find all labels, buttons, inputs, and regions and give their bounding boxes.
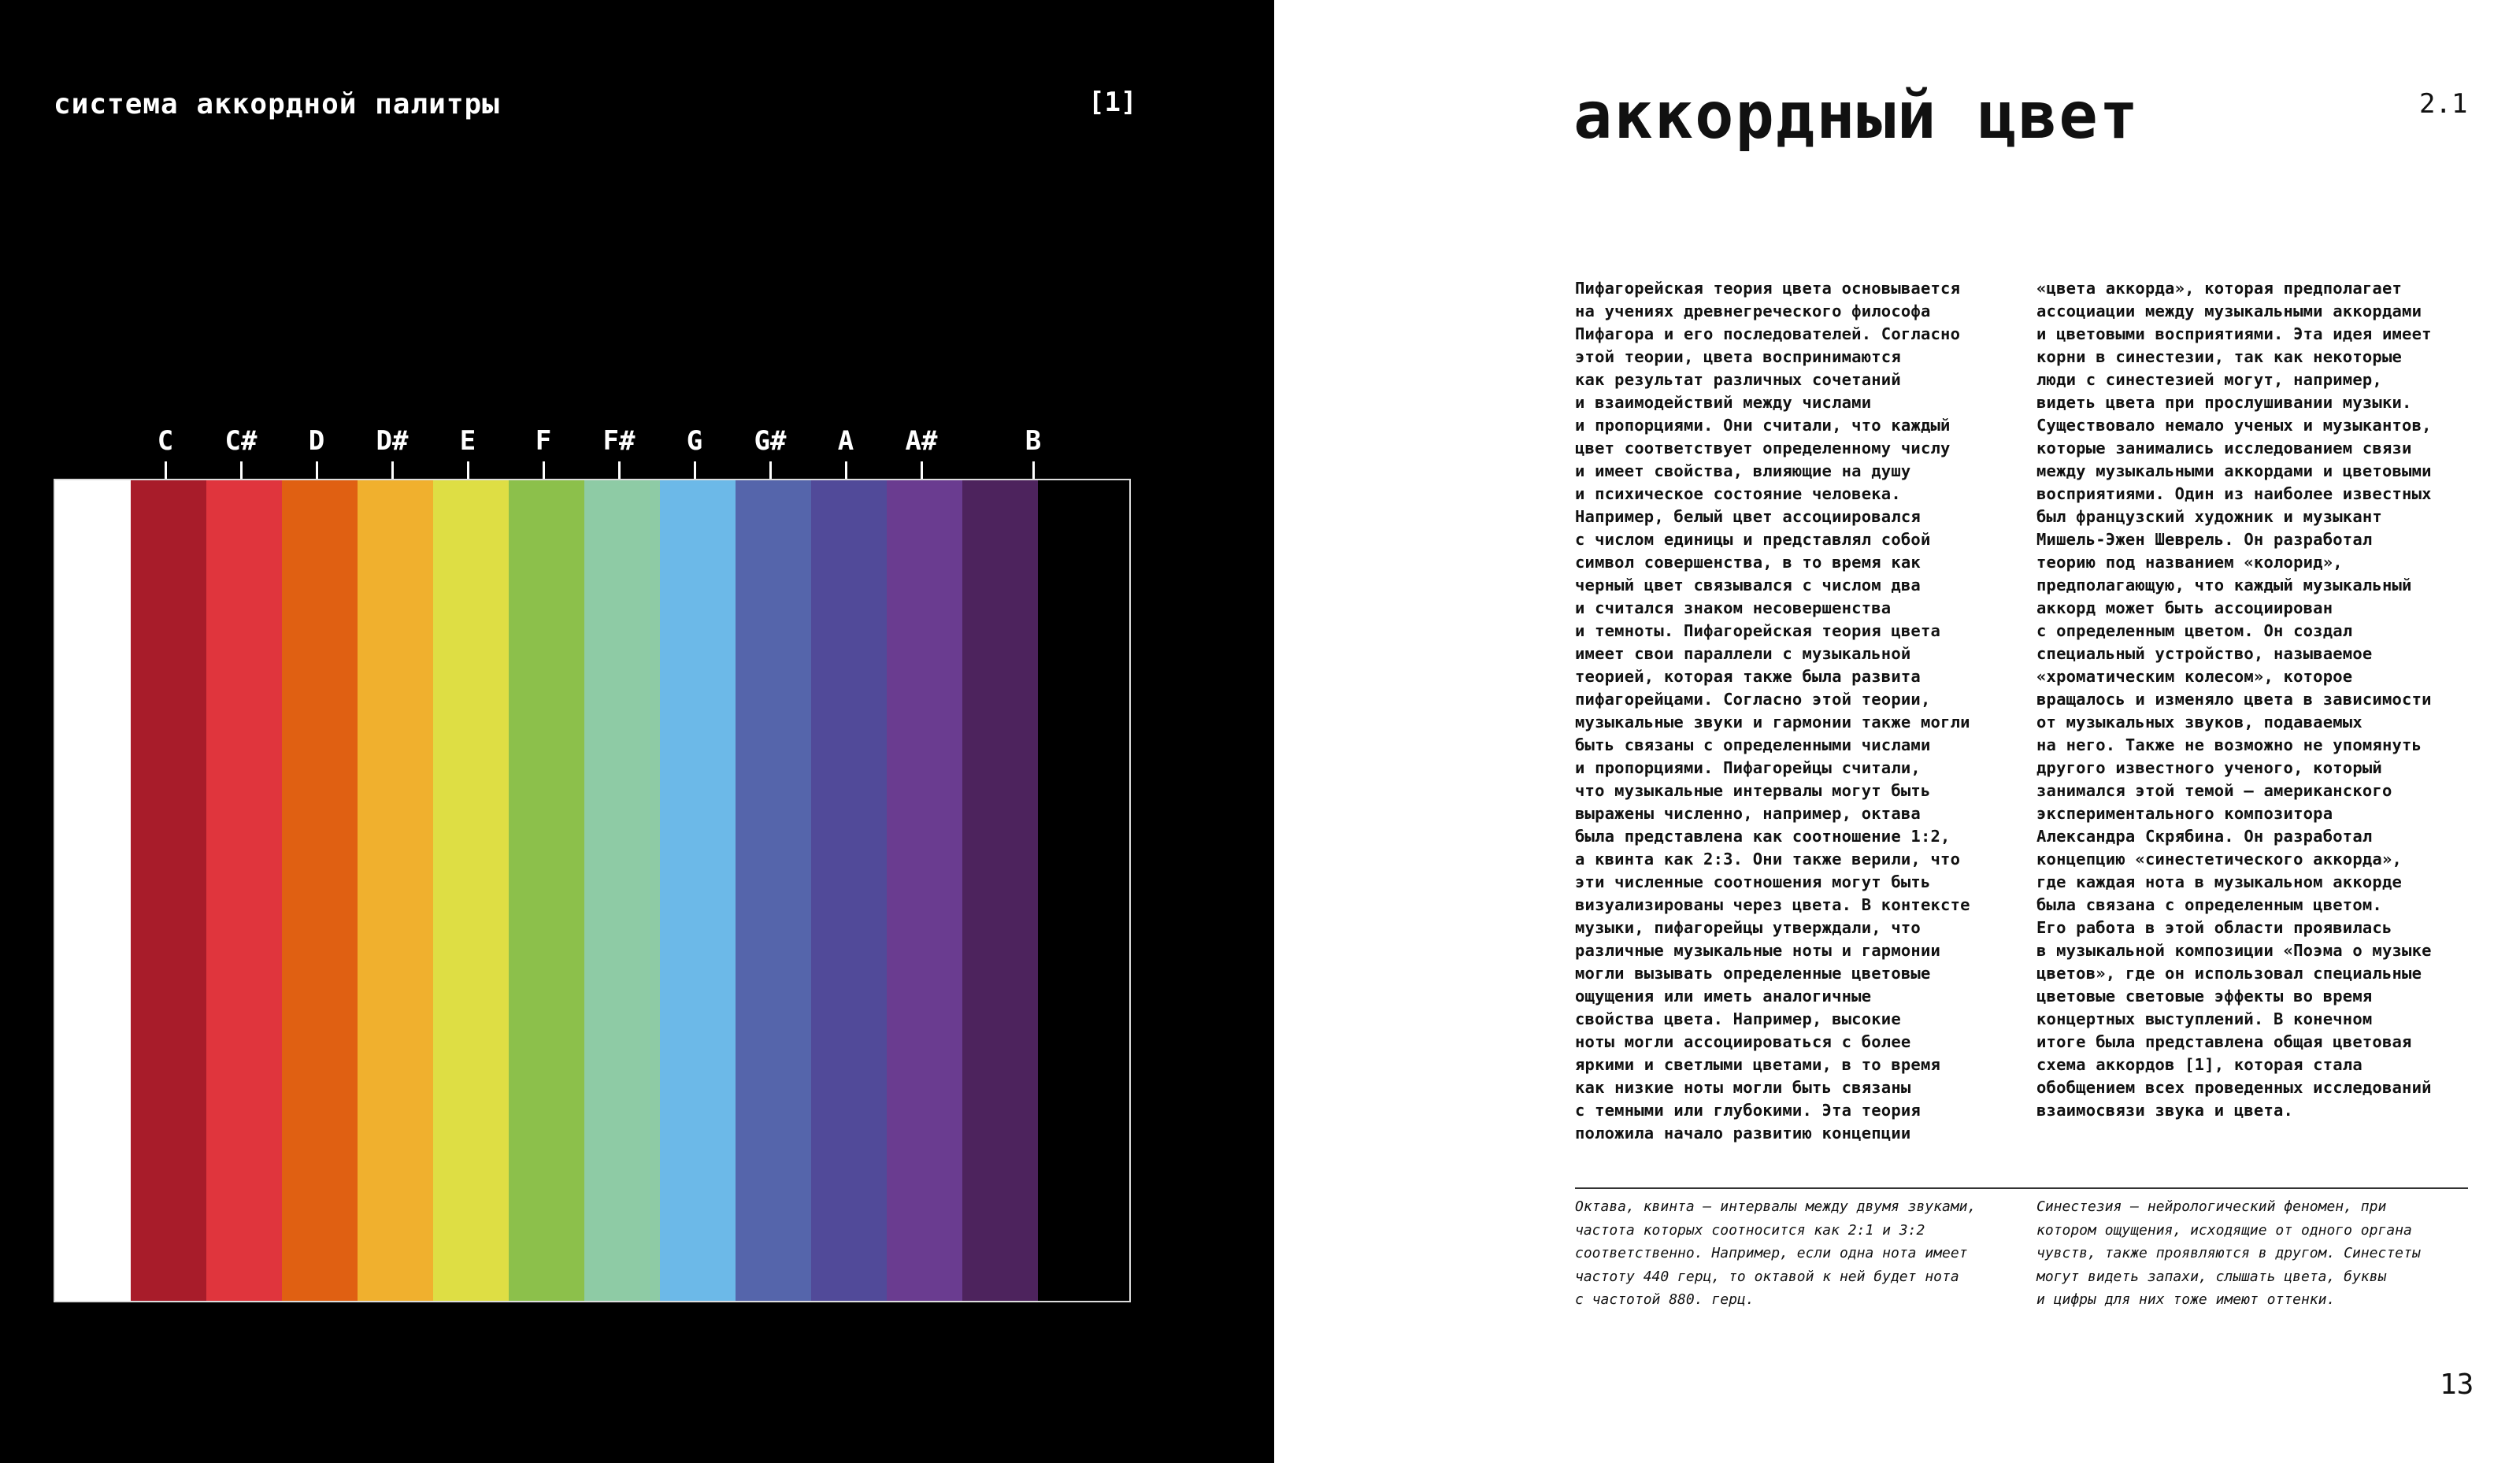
color-swatch: [887, 480, 962, 1301]
note-tick: [618, 461, 621, 480]
color-swatch: [509, 480, 584, 1301]
note-tick: [1032, 461, 1035, 480]
note-label: [278, 425, 355, 480]
note-label: [580, 425, 658, 480]
color-swatch: [584, 480, 660, 1301]
note-label: [505, 425, 582, 480]
text-line: на него. Также не возможно не упомянуть: [2036, 735, 2422, 754]
note-label: [732, 425, 809, 480]
text-line: аккорд может быть ассоциирован: [2036, 598, 2333, 617]
text-line: теорией, которая также была развита: [1575, 667, 1921, 686]
text-line: визуализированы через цвета. В контексте: [1575, 895, 1970, 914]
note-tick: [769, 461, 772, 480]
note-label: [202, 425, 280, 480]
text-line: и взаимодействий между числами: [1575, 393, 1872, 412]
note-label: [656, 425, 733, 480]
note-tick: [845, 461, 847, 480]
color-swatch: [433, 480, 509, 1301]
text-line: Пифагорейская теория цвета основывается: [1575, 279, 1961, 298]
note-name: G#: [754, 425, 787, 457]
text-line: «цвета аккорда», которая предполагает: [2036, 279, 2403, 298]
color-swatch: [811, 480, 887, 1301]
note-labels-row: [0, 425, 1274, 480]
right-page: [1274, 0, 2520, 1463]
note-label: [995, 425, 1072, 480]
footnote-divider: [1575, 1187, 2468, 1189]
text-line: с числом единицы и представлял собой: [1575, 530, 1931, 549]
left-page-title: система аккордной палитры: [54, 88, 500, 120]
color-swatch: [660, 480, 736, 1301]
text-line: Его работа в этой области проявилась: [2036, 918, 2392, 937]
note-tick: [391, 461, 394, 480]
text-line: и цветовыми восприятиями. Эта идея имеет: [2036, 324, 2432, 343]
note-name: F#: [602, 425, 636, 457]
text-line: выражены численно, например, октава: [1575, 804, 1921, 823]
text-line: между музыкальными аккордами и цветовыми: [2036, 461, 2432, 480]
text-line: соответственно. Например, если одна нота имеет: [1575, 1245, 1968, 1261]
text-line: яркими и светлыми цветами, в то время: [1575, 1055, 1941, 1074]
note-label: [354, 425, 431, 480]
text-line: черный цвет связывался с числом два: [1575, 576, 1921, 594]
section-number: 2.1: [2419, 88, 2468, 120]
note-tick: [467, 461, 469, 480]
footnote-octave: [1575, 1195, 2016, 1312]
page-title: аккордный цвет: [1573, 79, 2140, 154]
note-name: A#: [905, 425, 938, 457]
text-line: в музыкальной композиции «Поэма о музыке: [2036, 941, 2432, 960]
text-line: взаимосвязи звука и цвета.: [2036, 1101, 2294, 1120]
figure-reference: [1]: [1088, 87, 1137, 118]
color-swatch: [736, 480, 811, 1301]
color-swatch: [206, 480, 282, 1301]
note-label: [127, 425, 204, 480]
text-line: котором ощущения, исходящие от одного органа: [2036, 1221, 2412, 1239]
text-line: Мишель-Эжен Шеврель. Он разработал: [2036, 530, 2373, 549]
text-line: положила начало развитию концепции: [1575, 1124, 1911, 1143]
text-line: от музыкальных звуков, подаваемых: [2036, 713, 2362, 732]
text-line: концертных выступлений. В конечном: [2036, 1009, 2373, 1028]
text-line: концепцию «синестетического аккорда»,: [2036, 850, 2403, 869]
text-line: ноты могли ассоциироваться с более: [1575, 1032, 1911, 1051]
text-line: схема аккордов [1], которая стала: [2036, 1055, 2362, 1074]
text-line: имеет свои параллели с музыкальной: [1575, 644, 1911, 663]
text-line: занимался этой темой – американского: [2036, 781, 2392, 800]
color-swatch: [282, 480, 358, 1301]
note-name: G: [686, 425, 703, 457]
text-line: где каждая нота в музыкальном аккорде: [2036, 872, 2403, 891]
text-line: как результат различных сочетаний: [1575, 370, 1901, 389]
text-line: Синестезия – нейрологический феномен, при: [2036, 1198, 2387, 1215]
note-label: [807, 425, 884, 480]
text-line: символ совершенства, в то время как: [1575, 553, 1921, 572]
text-line: была связана с определенным цветом.: [2036, 895, 2382, 914]
note-tick: [694, 461, 696, 480]
text-line: частоту 440 герц, то октавой к ней будет нота: [1575, 1268, 1959, 1285]
color-swatch: [358, 480, 433, 1301]
text-line: а квинта как 2:3. Они также верили, что: [1575, 850, 1961, 869]
note-name: E: [459, 425, 476, 457]
text-line: ассоциации между музыкальными аккордами: [2036, 302, 2422, 320]
text-line: с определенным цветом. Он создал: [2036, 621, 2353, 640]
text-line: и цифры для них тоже имеют оттенки.: [2036, 1291, 2336, 1308]
note-tick: [165, 461, 167, 480]
text-line: цвет соответствует определенному числу: [1575, 439, 1951, 457]
note-tick: [921, 461, 923, 480]
color-swatch: [962, 480, 1038, 1301]
text-line: Александра Скрябина. Он разработал: [2036, 827, 2373, 846]
text-line: музыкальные звуки и гармонии также могли: [1575, 713, 1970, 732]
text-line: с темными или глубокими. Эта теория: [1575, 1101, 1921, 1120]
note-label: [429, 425, 506, 480]
text-line: частота которых соотносится как 2:1 и 3:2: [1575, 1221, 1925, 1239]
text-line: могли вызывать определенные цветовые: [1575, 964, 1931, 983]
note-name: D#: [376, 425, 409, 457]
text-line: свойства цвета. Например, высокие: [1575, 1009, 1901, 1028]
text-line: что музыкальные интервалы могут быть: [1575, 781, 1931, 800]
text-line: предполагающую, что каждый музыкальный: [2036, 576, 2412, 594]
footnote-synesthesia: [2036, 1195, 2477, 1312]
note-name: D: [308, 425, 325, 457]
body-text-column-2: [2036, 277, 2474, 1122]
note-name: C#: [224, 425, 258, 457]
text-line: быть связаны с определенными числами: [1575, 735, 1931, 754]
text-line: пифагорейцами. Согласно этой теории,: [1575, 690, 1931, 709]
text-line: корни в синестезии, так как некоторые: [2036, 347, 2403, 366]
text-line: Например, белый цвет ассоциировался: [1575, 507, 1921, 526]
note-name: C: [157, 425, 174, 457]
text-line: видеть цвета при прослушивании музыки.: [2036, 393, 2412, 412]
text-line: и психическое состояние человека.: [1575, 484, 1901, 503]
text-line: могут видеть запахи, слышать цвета, буквы: [2036, 1268, 2387, 1285]
text-line: Пифагора и его последователей. Согласно: [1575, 324, 1961, 343]
text-line: Существовало немало ученых и музыкантов,: [2036, 416, 2432, 435]
color-swatch: [55, 480, 131, 1301]
text-line: на учениях древнегреческого философа: [1575, 302, 1931, 320]
text-line: другого известного ученого, который: [2036, 758, 2382, 777]
chord-color-palette: [54, 479, 1131, 1302]
text-line: специальный устройство, называемое: [2036, 644, 2373, 663]
text-line: люди с синестезией могут, например,: [2036, 370, 2382, 389]
note-label: [883, 425, 960, 480]
color-swatch: [131, 480, 206, 1301]
text-line: с частотой 880. герц.: [1575, 1291, 1755, 1308]
text-line: итоге была представлена общая цветовая: [2036, 1032, 2412, 1051]
text-line: эти численные соотношения могут быть: [1575, 872, 1931, 891]
text-line: «хроматическим колесом», которое: [2036, 667, 2353, 686]
text-line: цветовые световые эффекты во время: [2036, 987, 2373, 1006]
text-line: и пропорциями. Они считали, что каждый: [1575, 416, 1951, 435]
text-line: была представлена как соотношение 1:2,: [1575, 827, 1951, 846]
note-tick: [240, 461, 243, 480]
text-line: вращалось и изменяло цвета в зависимости: [2036, 690, 2432, 709]
text-line: экспериментального композитора: [2036, 804, 2333, 823]
text-line: и считался знаком несовершенства: [1575, 598, 1892, 617]
body-text-column-1: [1575, 277, 2013, 1145]
text-line: Октава, квинта – интервалы между двумя звуками,: [1575, 1198, 1977, 1215]
text-line: различные музыкальные ноты и гармонии: [1575, 941, 1941, 960]
text-line: восприятиями. Один из наиболее известных: [2036, 484, 2432, 503]
note-tick: [316, 461, 318, 480]
note-tick: [543, 461, 545, 480]
text-line: и темноты. Пифагорейская теория цвета: [1575, 621, 1941, 640]
text-line: и пропорциями. Пифагорейцы считали,: [1575, 758, 1921, 777]
text-line: как низкие ноты могли быть связаны: [1575, 1078, 1911, 1097]
text-line: ощущения или иметь аналогичные: [1575, 987, 1872, 1006]
text-line: обобщением всех проведенных исследований: [2036, 1078, 2432, 1097]
note-name: B: [1025, 425, 1042, 457]
text-line: которые занимались исследованием связи: [2036, 439, 2412, 457]
text-line: музыки, пифагорейцы утверждали, что: [1575, 918, 1921, 937]
text-line: цветов», где он использовал специальные: [2036, 964, 2422, 983]
text-line: этой теории, цвета воспринимаются: [1575, 347, 1901, 366]
page-number: 13: [2440, 1369, 2474, 1401]
color-swatch: [1038, 480, 1114, 1301]
text-line: был французский художник и музыкант: [2036, 507, 2382, 526]
text-line: чувств, также проявляются в другом. Синестеты: [2036, 1245, 2421, 1261]
text-line: и имеет свойства, влияющие на душу: [1575, 461, 1911, 480]
note-name: A: [837, 425, 854, 457]
note-name: F: [535, 425, 552, 457]
text-line: теорию под названием «колорид»,: [2036, 553, 2343, 572]
